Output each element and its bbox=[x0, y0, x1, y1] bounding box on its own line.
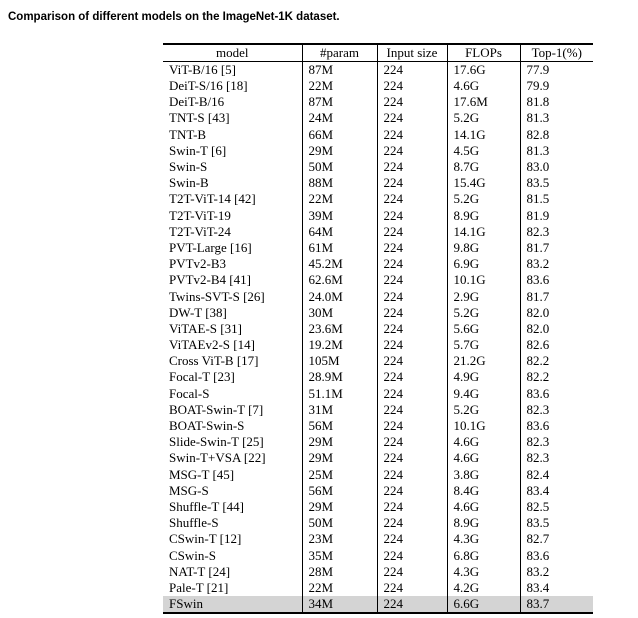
table-cell: 25M bbox=[302, 467, 377, 483]
table-cell: 50M bbox=[302, 159, 377, 175]
table-cell: 224 bbox=[377, 256, 447, 272]
table-row bbox=[163, 143, 593, 159]
table-cell: 51.1M bbox=[302, 386, 377, 402]
table-cell: 224 bbox=[377, 143, 447, 159]
table-cell: 83.6 bbox=[526, 385, 550, 401]
table-cell: Shuffle-T [44] bbox=[163, 499, 302, 515]
table-cell: 224 bbox=[377, 240, 447, 256]
table-cell: 5.2G bbox=[447, 110, 520, 126]
table-cell: 83.4 bbox=[526, 579, 550, 595]
table-cell: DeiT-B/16 bbox=[163, 94, 302, 110]
table-row bbox=[163, 434, 593, 450]
table-cell: 224 bbox=[377, 515, 447, 531]
table-cell: 6.9G bbox=[447, 256, 520, 272]
table-cell: 29M bbox=[302, 434, 377, 450]
table-cell: 6.6G bbox=[447, 596, 520, 613]
table-row bbox=[163, 596, 593, 613]
table-cell: 224 bbox=[377, 467, 447, 483]
table-cell: 81.3 bbox=[526, 142, 550, 158]
table-cell: 83.0 bbox=[526, 159, 550, 175]
table-cell: 224 bbox=[377, 450, 447, 466]
table-cell: Swin-S bbox=[163, 159, 302, 175]
column-header-param: #param bbox=[302, 44, 377, 62]
table-row bbox=[163, 531, 593, 547]
table-cell: MSG-S bbox=[163, 483, 302, 499]
table-cell: 66M bbox=[302, 127, 377, 143]
table-cell: 4.2G bbox=[447, 580, 520, 596]
table-caption: Comparison of different models on the ImageNet-1K dataset. bbox=[8, 11, 340, 23]
table-cell: 224 bbox=[377, 175, 447, 191]
table-cell: 4.5G bbox=[447, 143, 520, 159]
table-cell: 83.6 bbox=[526, 418, 550, 434]
table-cell: 82.4 bbox=[526, 466, 550, 482]
table-cell: Swin-B bbox=[163, 175, 302, 191]
table-cell: Focal-S bbox=[163, 386, 302, 402]
table-cell: Twins-SVT-S [26] bbox=[163, 288, 302, 304]
table-cell: 224 bbox=[377, 337, 447, 353]
table-cell: T2T-ViT-19 bbox=[163, 208, 302, 224]
table-cell: 82.3 bbox=[526, 401, 550, 417]
table-cell: 28M bbox=[302, 564, 377, 580]
table-cell: 29M bbox=[302, 499, 377, 515]
table-cell: 224 bbox=[377, 191, 447, 207]
table-row bbox=[163, 499, 593, 515]
table-body bbox=[163, 62, 593, 614]
table-cell: DeiT-S/16 [18] bbox=[163, 78, 302, 94]
table-cell: 23M bbox=[302, 531, 377, 547]
table-row bbox=[163, 224, 593, 240]
table-cell: 5.2G bbox=[447, 402, 520, 418]
table-cell: 5.6G bbox=[447, 321, 520, 337]
table-cell: Shuffle-S bbox=[163, 515, 302, 531]
table-cell: 224 bbox=[377, 78, 447, 94]
table-row bbox=[163, 110, 593, 126]
table-row bbox=[163, 208, 593, 224]
table-cell: 79.9 bbox=[526, 78, 550, 94]
table-cell: 3.8G bbox=[447, 467, 520, 483]
table-row bbox=[163, 580, 593, 596]
table-row bbox=[163, 353, 593, 369]
table-cell: 224 bbox=[377, 272, 447, 288]
table-cell: 82.3 bbox=[526, 223, 550, 239]
table-cell: 15.4G bbox=[447, 175, 520, 191]
table-cell: FSwin bbox=[163, 596, 302, 613]
table-cell: BOAT-Swin-T [7] bbox=[163, 402, 302, 418]
table-cell: 224 bbox=[377, 596, 447, 613]
table-cell: 83.5 bbox=[526, 515, 550, 531]
table-cell: 5.2G bbox=[447, 305, 520, 321]
table-row bbox=[163, 337, 593, 353]
results-table bbox=[163, 43, 593, 614]
table-cell: ViTAEv2-S [14] bbox=[163, 337, 302, 353]
table-cell: 83.4 bbox=[526, 482, 550, 498]
table-cell: 21.2G bbox=[447, 353, 520, 369]
table-cell: 81.7 bbox=[526, 239, 550, 255]
table-cell: 83.2 bbox=[526, 256, 550, 272]
table-row bbox=[163, 272, 593, 288]
table-cell: 29M bbox=[302, 143, 377, 159]
table-row bbox=[163, 564, 593, 580]
table-cell: 45.2M bbox=[302, 256, 377, 272]
table-cell: 4.9G bbox=[447, 369, 520, 385]
table-cell: 82.6 bbox=[526, 337, 550, 353]
table-row bbox=[163, 191, 593, 207]
table-cell: T2T-ViT-24 bbox=[163, 224, 302, 240]
table-cell: 24.0M bbox=[302, 288, 377, 304]
table-cell: 224 bbox=[377, 110, 447, 126]
table-cell: 224 bbox=[377, 418, 447, 434]
table-cell: 83.6 bbox=[526, 272, 550, 288]
table-cell: 87M bbox=[302, 94, 377, 110]
table-cell: 23.6M bbox=[302, 321, 377, 337]
table-cell: 224 bbox=[377, 353, 447, 369]
table-row bbox=[163, 94, 593, 110]
table-cell: 83.2 bbox=[526, 563, 550, 579]
table-cell: PVTv2-B3 bbox=[163, 256, 302, 272]
table-cell: 24M bbox=[302, 110, 377, 126]
table-cell: 29M bbox=[302, 450, 377, 466]
table-cell: TNT-B bbox=[163, 127, 302, 143]
table-row bbox=[163, 288, 593, 304]
table-cell: 4.6G bbox=[447, 499, 520, 515]
table-cell: 224 bbox=[377, 547, 447, 563]
table-cell: BOAT-Swin-S bbox=[163, 418, 302, 434]
table-cell: 87M bbox=[302, 62, 377, 79]
table-cell: MSG-T [45] bbox=[163, 467, 302, 483]
table-row bbox=[163, 450, 593, 466]
table-cell: 4.6G bbox=[447, 434, 520, 450]
table-row bbox=[163, 78, 593, 94]
table-cell: NAT-T [24] bbox=[163, 564, 302, 580]
table-cell: 224 bbox=[377, 288, 447, 304]
table-cell: 224 bbox=[377, 564, 447, 580]
table-cell: 82.0 bbox=[526, 320, 550, 336]
table-cell: 83.5 bbox=[526, 175, 550, 191]
table-cell: 82.7 bbox=[526, 531, 550, 547]
table-row bbox=[163, 418, 593, 434]
column-header-input-size: Input size bbox=[377, 44, 447, 62]
table-cell: 35M bbox=[302, 547, 377, 563]
table-cell: 105M bbox=[302, 353, 377, 369]
table-cell: ViT-B/16 [5] bbox=[163, 62, 302, 79]
table-cell: PVTv2-B4 [41] bbox=[163, 272, 302, 288]
table-cell: 224 bbox=[377, 580, 447, 596]
table-cell: 88M bbox=[302, 175, 377, 191]
table-cell: 224 bbox=[377, 224, 447, 240]
table-row bbox=[163, 547, 593, 563]
table-row bbox=[163, 240, 593, 256]
table-row bbox=[163, 321, 593, 337]
table-cell: 224 bbox=[377, 321, 447, 337]
table-row bbox=[163, 515, 593, 531]
table-cell: 28.9M bbox=[302, 369, 377, 385]
table-cell: 81.3 bbox=[526, 110, 550, 126]
table-cell: 82.2 bbox=[526, 353, 550, 369]
table-cell: 8.4G bbox=[447, 483, 520, 499]
column-header-flops: FLOPs bbox=[447, 44, 520, 62]
table-cell: 224 bbox=[377, 369, 447, 385]
table-cell: 224 bbox=[377, 305, 447, 321]
header-row bbox=[163, 44, 593, 62]
table-cell: 22M bbox=[302, 191, 377, 207]
table-cell: 61M bbox=[302, 240, 377, 256]
table-cell: 14.1G bbox=[447, 127, 520, 143]
table-cell: 224 bbox=[377, 531, 447, 547]
table-cell: 4.6G bbox=[447, 450, 520, 466]
table-cell: Cross ViT-B [17] bbox=[163, 353, 302, 369]
table-cell: 83.7 bbox=[526, 596, 550, 611]
table-cell: 82.2 bbox=[526, 369, 550, 385]
table-cell: 224 bbox=[377, 386, 447, 402]
table-cell: T2T-ViT-14 [42] bbox=[163, 191, 302, 207]
table-cell: 82.0 bbox=[526, 304, 550, 320]
table-cell: 224 bbox=[377, 62, 447, 79]
table-cell: 81.9 bbox=[526, 207, 550, 223]
table-cell: 82.3 bbox=[526, 434, 550, 450]
table-cell: Slide-Swin-T [25] bbox=[163, 434, 302, 450]
table-cell: 2.9G bbox=[447, 288, 520, 304]
table-cell: 17.6M bbox=[447, 94, 520, 110]
table-cell: 81.7 bbox=[526, 288, 550, 304]
table-cell: 39M bbox=[302, 208, 377, 224]
table-header bbox=[163, 44, 593, 62]
table-row bbox=[163, 175, 593, 191]
table-cell: 22M bbox=[302, 580, 377, 596]
table-cell: 224 bbox=[377, 483, 447, 499]
table-cell: Pale-T [21] bbox=[163, 580, 302, 596]
table-cell: 81.5 bbox=[526, 191, 550, 207]
table-cell: 30M bbox=[302, 305, 377, 321]
table-cell: 10.1G bbox=[447, 418, 520, 434]
table-cell: 224 bbox=[377, 127, 447, 143]
table-row bbox=[163, 127, 593, 143]
table-cell: CSwin-T [12] bbox=[163, 531, 302, 547]
table-cell: 9.4G bbox=[447, 386, 520, 402]
table-cell: 224 bbox=[377, 434, 447, 450]
table-cell: ViTAE-S [31] bbox=[163, 321, 302, 337]
table-cell: 62.6M bbox=[302, 272, 377, 288]
table-cell: 22M bbox=[302, 78, 377, 94]
table-cell: 34M bbox=[302, 596, 377, 613]
table-cell: 14.1G bbox=[447, 224, 520, 240]
table-cell: Swin-T+VSA [22] bbox=[163, 450, 302, 466]
table-row bbox=[163, 386, 593, 402]
table-cell: TNT-S [43] bbox=[163, 110, 302, 126]
table-cell: 224 bbox=[377, 208, 447, 224]
table-cell: 8.9G bbox=[447, 515, 520, 531]
table-cell: 82.5 bbox=[526, 498, 550, 514]
table-cell: DW-T [38] bbox=[163, 305, 302, 321]
table-cell: 4.6G bbox=[447, 78, 520, 94]
table-cell: PVT-Large [16] bbox=[163, 240, 302, 256]
table-row bbox=[163, 256, 593, 272]
table-cell: 77.9 bbox=[526, 62, 550, 77]
table-cell: Swin-T [6] bbox=[163, 143, 302, 159]
table-cell: 6.8G bbox=[447, 547, 520, 563]
table-cell: 4.3G bbox=[447, 531, 520, 547]
table-row bbox=[163, 483, 593, 499]
table-cell: Focal-T [23] bbox=[163, 369, 302, 385]
table-cell: 224 bbox=[377, 94, 447, 110]
table-cell: 56M bbox=[302, 418, 377, 434]
table-cell: 56M bbox=[302, 483, 377, 499]
column-header-top1: Top-1(%) bbox=[520, 44, 593, 62]
table-cell: 81.8 bbox=[526, 94, 550, 110]
table-row bbox=[163, 369, 593, 385]
table-row bbox=[163, 159, 593, 175]
table-cell: 64M bbox=[302, 224, 377, 240]
table-row bbox=[163, 305, 593, 321]
table-cell: 8.9G bbox=[447, 208, 520, 224]
table-cell: 82.3 bbox=[526, 450, 550, 466]
column-header-model: model bbox=[163, 44, 302, 62]
table-cell: 224 bbox=[377, 159, 447, 175]
table-cell: 19.2M bbox=[302, 337, 377, 353]
table-cell: 5.2G bbox=[447, 191, 520, 207]
table-row bbox=[163, 62, 593, 79]
table-cell: 4.3G bbox=[447, 564, 520, 580]
table-cell: 82.8 bbox=[526, 126, 550, 142]
table-row bbox=[163, 402, 593, 418]
table-cell: 5.7G bbox=[447, 337, 520, 353]
table-cell: CSwin-S bbox=[163, 547, 302, 563]
table-cell: 224 bbox=[377, 402, 447, 418]
table-cell: 17.6G bbox=[447, 62, 520, 79]
table-cell: 83.6 bbox=[526, 547, 550, 563]
table-cell: 50M bbox=[302, 515, 377, 531]
table-row bbox=[163, 467, 593, 483]
table-cell: 10.1G bbox=[447, 272, 520, 288]
table-cell: 31M bbox=[302, 402, 377, 418]
table-cell: 9.8G bbox=[447, 240, 520, 256]
table-cell: 8.7G bbox=[447, 159, 520, 175]
table-cell: 224 bbox=[377, 499, 447, 515]
